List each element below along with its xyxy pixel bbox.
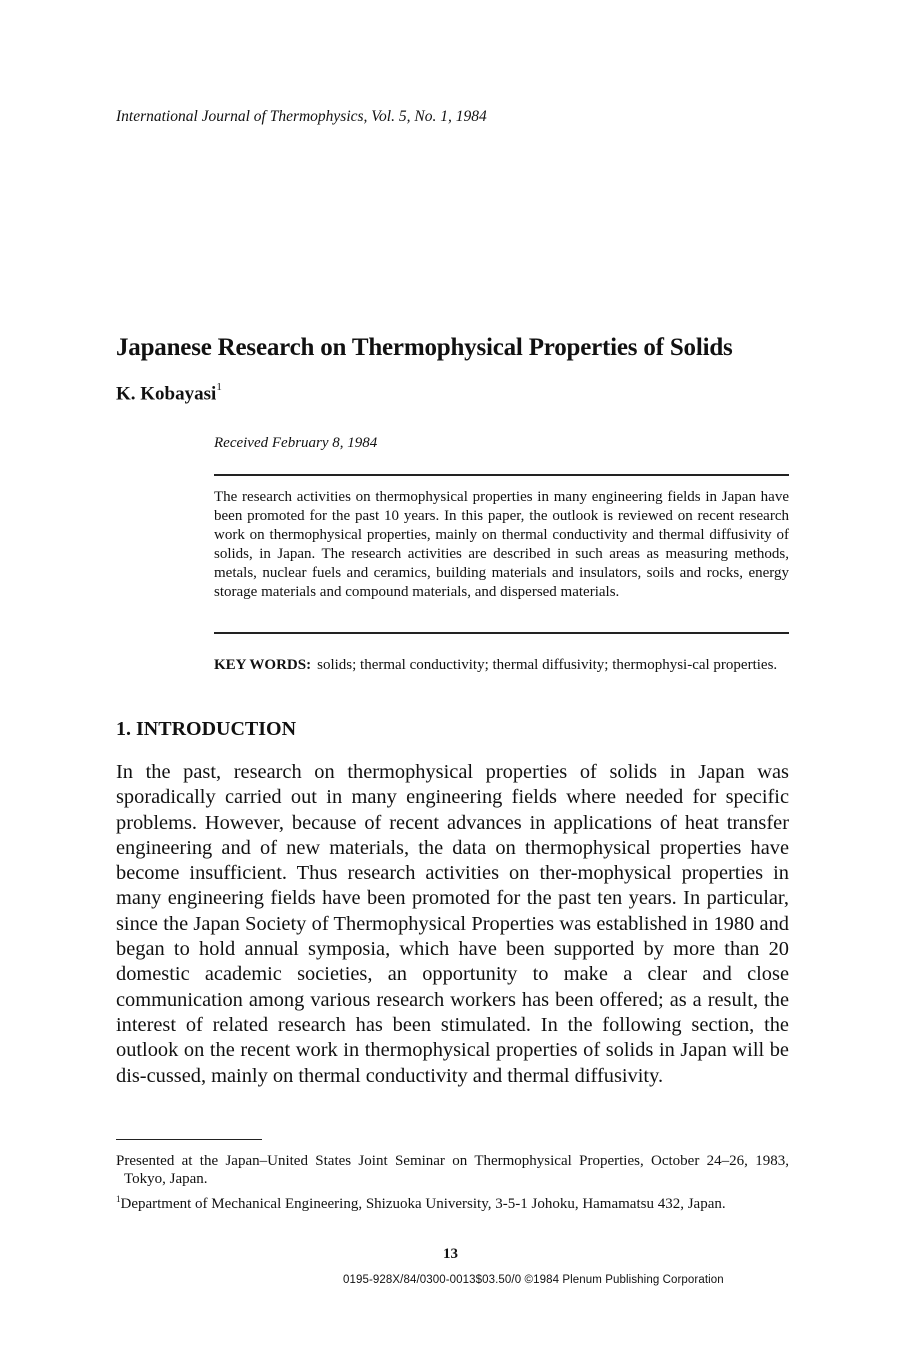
- journal-citation: International Journal of Thermophysics, Vol. 5, No. 1, 1984: [116, 108, 487, 125]
- abstract-bottom-rule: [214, 632, 789, 634]
- keywords-text: solids; thermal conductivity; thermal diffusivity; thermophysi-cal properties.: [317, 657, 778, 673]
- copyright-line: 0195-928X/84/0300-0013$03.50/0 ©1984 Plenum Publishing Corporation: [343, 1274, 724, 1286]
- abstract: The research activities on thermophysical properties in many engineering fields in Japan have been promoted for the past 10 years. In this paper, the outlook is reviewed on recent research work on thermophysical properties, mainly on thermal conductivity and thermal diffusivity of solids, in Japan. The research activities are described in such areas as measuring methods, metals, nuclear fuels and ceramics, building materials and insulators, soils and rocks, energy storage materials and compound materials, and dispersed materials.: [214, 489, 789, 601]
- footnotes: [116, 1152, 789, 1216]
- keywords: [214, 655, 789, 675]
- page-number: 13: [443, 1246, 458, 1262]
- footnote-affiliation-marker: 1: [116, 1194, 121, 1205]
- author-line: [116, 383, 222, 405]
- author-affiliation-marker: 1: [216, 381, 222, 393]
- footnote-rule: [116, 1139, 262, 1140]
- section-heading: 1. INTRODUCTION: [116, 718, 297, 740]
- received-date: Received February 8, 1984: [214, 435, 378, 451]
- introduction-paragraph: In the past, research on thermophysical properties of solids in Japan was sporadically carried out in many engineering fields where needed for specific problems. However, because of recent advances in applications of heat transfer engineering and of new materials, the data on thermophysical properties have become insufficient. Thus research activities on ther-mophysical properties in many engineering fields have been promoted for the past ten years. In particular, since the Japan Society of Thermophysical Properties was established in 1980 and began to hold annual symposia, which have been supported by more than 20 domestic academic societies, an opportunity to make a clear and close communication among various research workers has been offered; as a result, the interest of related research has been stimulated. In the following section, the outlook on the recent work in thermophysical properties of solids in Japan will be dis-cussed, mainly on thermal conductivity and thermal diffusivity.: [116, 761, 789, 1087]
- footnote-presented: Presented at the Japan–United States Joint Seminar on Thermophysical Properties, October 24–26, 1983, Tokyo, Japan.: [116, 1153, 789, 1188]
- abstract-top-rule: [214, 474, 789, 476]
- footnote-affiliation: [116, 1190, 789, 1213]
- author-name: K. Kobayasi: [116, 383, 217, 405]
- footnote-affiliation-text: Department of Mechanical Engineering, Shizuoka University, 3-5-1 Johoku, Hamamatsu 432, Japan.: [120, 1196, 726, 1213]
- keywords-label: KEY WORDS:: [214, 657, 312, 673]
- paper-title: Japanese Research on Thermophysical Properties of Solids: [116, 334, 733, 361]
